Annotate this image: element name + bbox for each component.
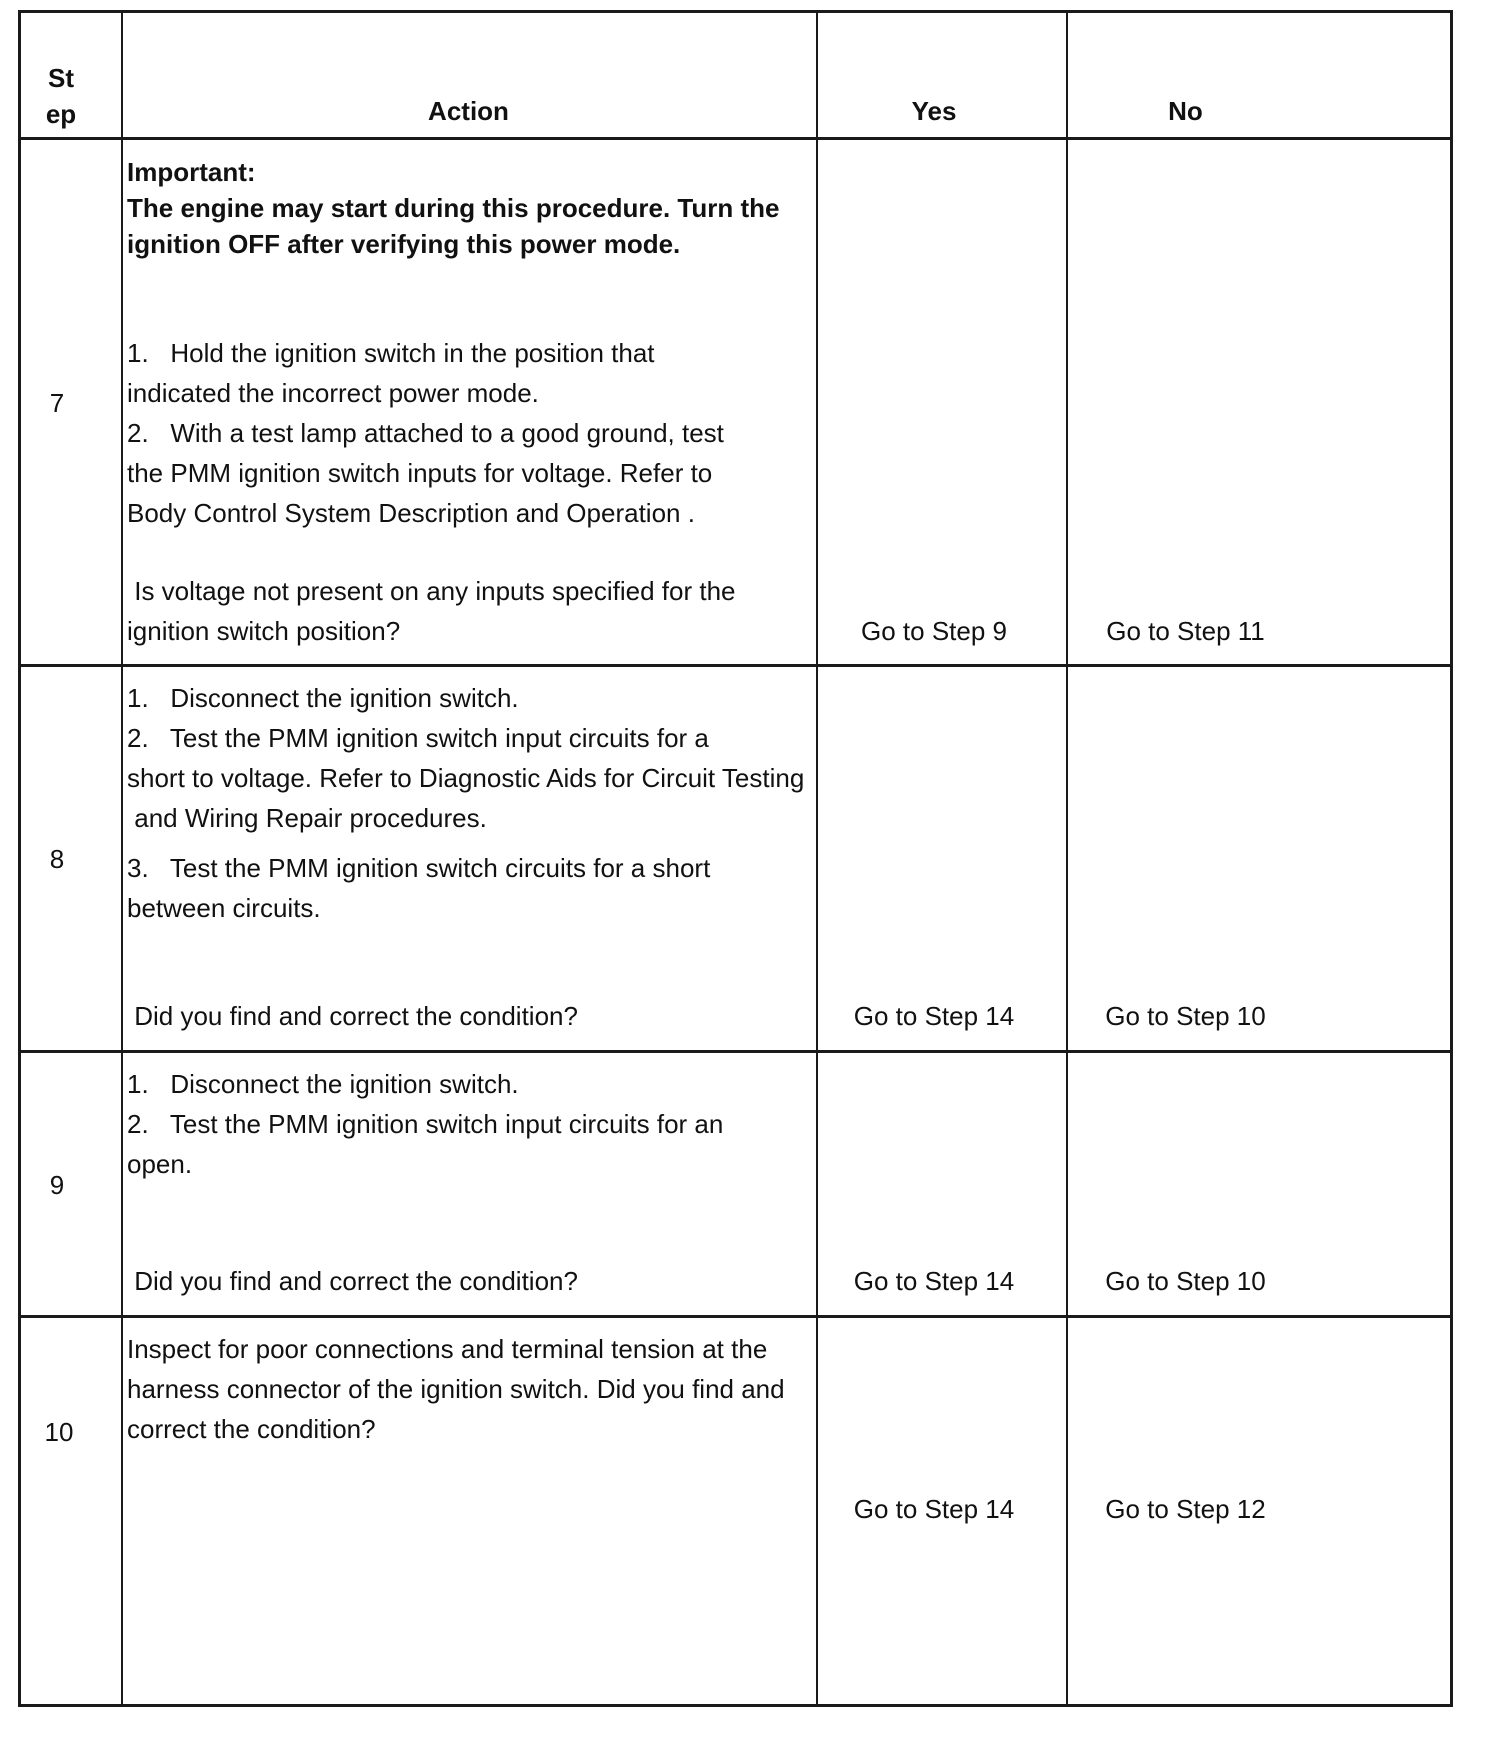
row-divider xyxy=(21,1050,1450,1053)
question-text: Is voltage not present on any inputs specified for the ignition switch position? xyxy=(127,576,736,646)
action-question xyxy=(127,996,807,1036)
action-steps xyxy=(127,333,807,533)
diagnostic-table xyxy=(18,10,1453,1707)
yes-link[interactable]: Go to Step 14 xyxy=(853,1001,1015,1031)
action-item: 2. Test the PMM ignition switch input circuits for a short to voltage. Refer to Diagnostic Aids for Circuit Testing and Wiring Repair procedures. xyxy=(127,723,805,833)
no-link[interactable]: Go to Step 10 xyxy=(1105,1266,1266,1296)
no-link[interactable]: Go to Step 10 xyxy=(1105,1001,1266,1031)
column-divider xyxy=(121,13,123,1704)
column-divider xyxy=(1066,13,1068,1704)
question-text: Did you find and correct the condition? xyxy=(127,1001,578,1031)
action-item: 1. Disconnect the ignition switch. xyxy=(127,683,519,713)
header-no: No xyxy=(1168,96,1203,126)
action-question xyxy=(127,571,807,651)
step-number: 9 xyxy=(49,1170,65,1200)
action-item: 1. Disconnect the ignition switch. xyxy=(127,1069,519,1099)
header-yes: Yes xyxy=(911,96,957,126)
action-text xyxy=(127,1329,807,1449)
question-text: Did you find and correct the condition? xyxy=(127,1266,578,1296)
action-item: 2. Test the PMM ignition switch input circuits for an open. xyxy=(127,1109,724,1179)
yes-link[interactable]: Go to Step 14 xyxy=(853,1494,1015,1524)
header-step: St ep xyxy=(45,63,77,129)
important-title: Important: xyxy=(127,157,256,187)
yes-link[interactable]: Go to Step 14 xyxy=(853,1266,1015,1296)
step-number: 8 xyxy=(49,844,65,874)
important-text: The engine may start during this procedure. Turn the ignition OFF after verifying this power mode. xyxy=(127,193,780,259)
row-divider xyxy=(21,137,1450,140)
action-item: 1. Hold the ignition switch in the position that indicated the incorrect power mode. xyxy=(127,338,655,408)
action-question xyxy=(127,1261,807,1301)
no-link[interactable]: Go to Step 11 xyxy=(1106,616,1265,646)
action-item: 3. Test the PMM ignition switch circuits for a short between circuits. xyxy=(127,853,711,923)
header-action: Action xyxy=(428,96,509,126)
action-important xyxy=(127,154,807,262)
action-item: 2. With a test lamp attached to a good ground, test the PMM ignition switch inputs for voltage. Refer to Body Control System Description and Operation . xyxy=(127,418,724,528)
action-paragraph: Inspect for poor connections and terminal tension at the harness connector of the ignition switch. Did you find and correct the condition? xyxy=(127,1334,785,1444)
row-divider xyxy=(21,1315,1450,1318)
column-divider xyxy=(816,13,818,1704)
action-steps xyxy=(127,678,807,928)
action-steps xyxy=(127,1064,807,1184)
step-number: 7 xyxy=(49,388,65,418)
yes-link[interactable]: Go to Step 9 xyxy=(861,616,1007,646)
no-link[interactable]: Go to Step 12 xyxy=(1105,1494,1266,1524)
row-divider xyxy=(21,664,1450,667)
step-number: 10 xyxy=(44,1417,74,1447)
